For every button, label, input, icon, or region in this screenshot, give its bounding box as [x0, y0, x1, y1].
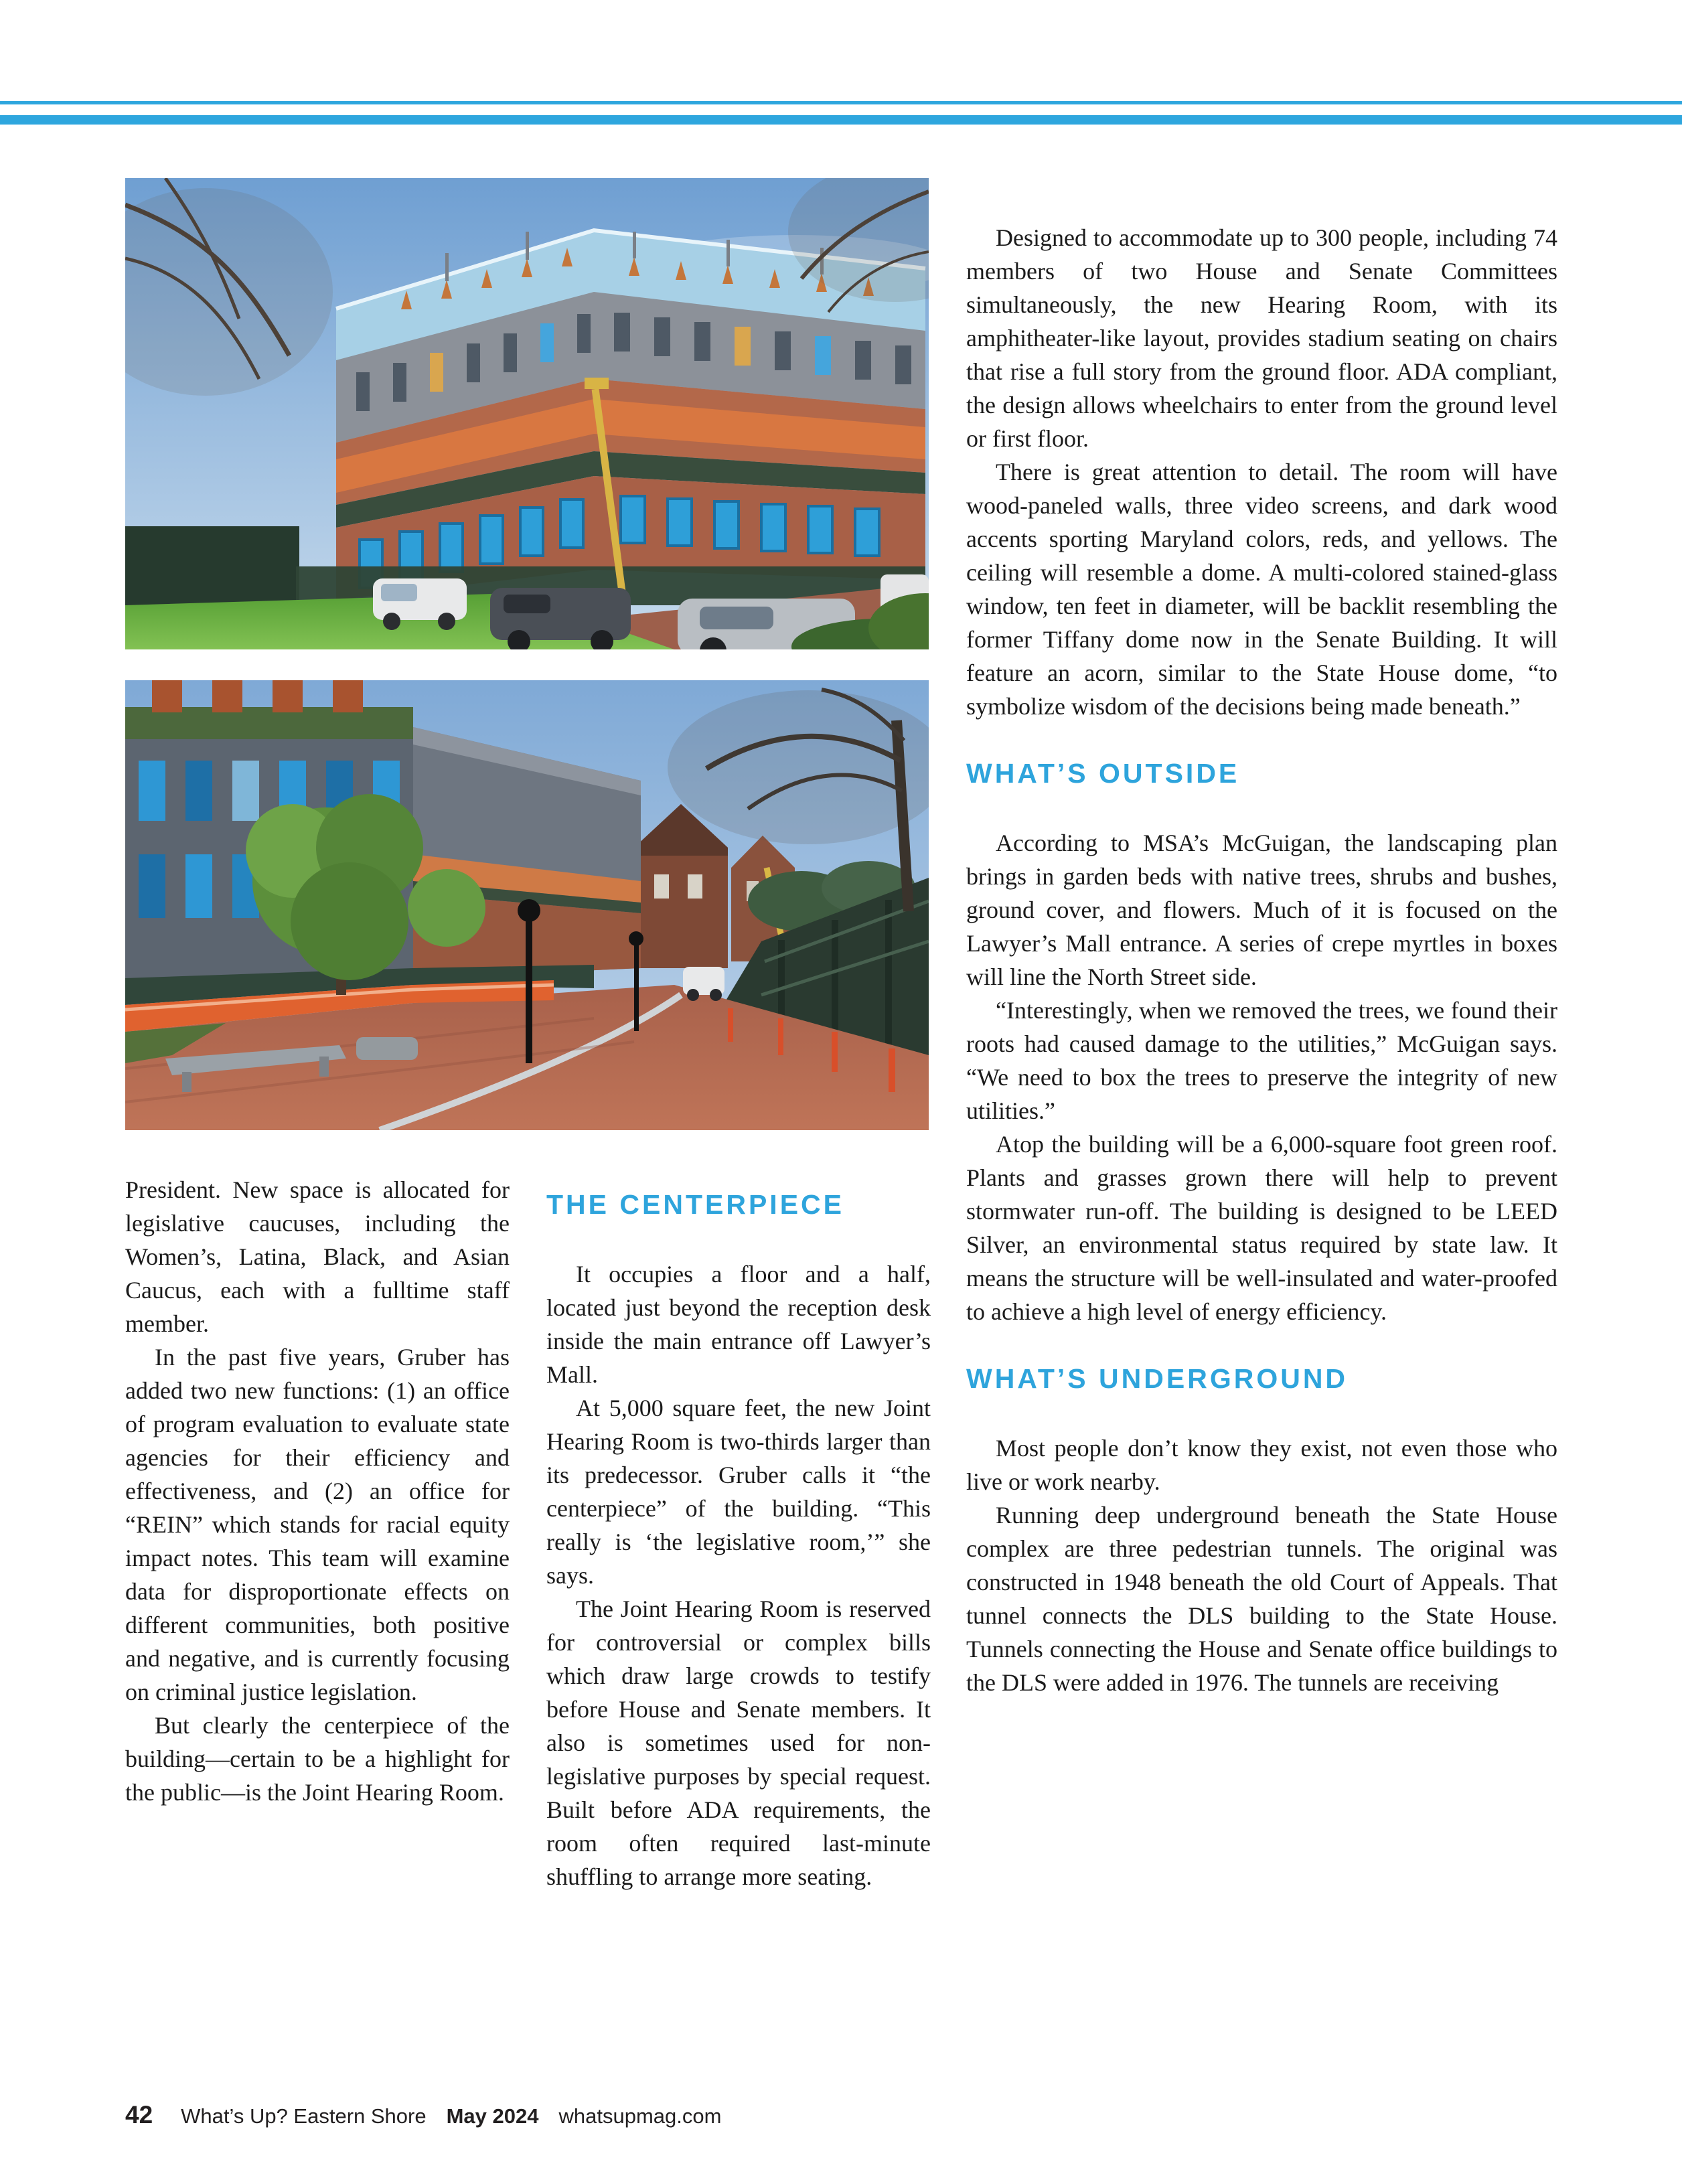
paragraph: It occupies a floor and a half, located just beyond the reception desk inside the main entrance off Lawyer’s Mall. [546, 1261, 931, 1388]
paragraph: Most people don’t know they exist, not even those who live or work nearby. [966, 1435, 1557, 1495]
paragraph: The Joint Hearing Room is reserved for controversial or complex bills which draw large crowds to testify before House and Senate members. It also is sometimes used for non-legislative purposes by special request. Built before ADA requirements, the room often required last-minute shuffling to arrange more seating. [546, 1595, 931, 1890]
paragraph: Running deep underground beneath the State House complex are three pedestrian tunnels. The original was constructed in 1948 beneath the old Court of Appeals. That tunnel connects the DLS building to the State House. Tunnels connecting the House and Senate office buildings to the DLS were added in 1976. The tunnels are receiving [966, 1502, 1557, 1696]
section-heading-whats-outside: WHAT’S OUTSIDE [966, 758, 1240, 789]
paragraph: President. New space is allocated for legislative caucuses, including the Women’s, Latina, Black, and Asian Caucus, each with a fulltime staff member. [125, 1176, 510, 1337]
magazine-name: What’s Up? Eastern Shore [181, 2104, 427, 2128]
photo-streetscape-art [125, 680, 929, 1130]
top-rule-thin [0, 101, 1682, 104]
photo-construction-exterior [125, 178, 929, 649]
paragraph: There is great attention to detail. The room will have wood-paneled walls, three video screens, and dark wood accents sporting Maryland colors, reds, and yellows. The ceiling will resemble a dome. A multi-colored stained-glass window, ten feet in diameter, will be backlit resembling the former Tiffany dome now in the Senate Building. It will feature an acorn, similar to the State House dome, “to symbolize wisdom of the decisions being made beneath.” [966, 459, 1557, 720]
page-footer [125, 2101, 1558, 2129]
issue-date: May 2024 [446, 2104, 539, 2128]
paragraph: “Interestingly, when we removed the trees, we found their roots had caused damage to the utilities,” McGuigan says. “We need to box the trees to preserve the integrity of new utilities.” [966, 997, 1557, 1124]
right-column [966, 221, 1557, 1699]
paragraph: According to MSA’s McGuigan, the landscaping plan brings in garden beds with native trees, shrubs and bushes, ground cover, and flowers. Much of it is focused on the Lawyer’s Mall entrance. A series of crepe myrtles in boxes will line the North Street side. [966, 830, 1557, 990]
middle-column [546, 1173, 931, 1893]
paragraph: But clearly the centerpiece of the building—certain to be a highlight for the public—is the Joint Hearing Room. [125, 1712, 510, 1806]
section-heading-the-centerpiece: THE CENTERPIECE [546, 1189, 844, 1220]
photo-streetscape [125, 680, 929, 1130]
photo-construction-exterior-art [125, 178, 929, 649]
paragraph: Designed to accommodate up to 300 people, including 74 members of two House and Senate Committees simultaneously, the new Hearing Room, with its amphitheater-like layout, provides stadium seating on chairs that rise a full story from the ground floor. ADA compliant, the design allows wheelchairs to enter from the ground level or first floor. [966, 224, 1557, 452]
section-heading-whats-underground: WHAT’S UNDERGROUND [966, 1363, 1349, 1394]
left-column [125, 1173, 510, 1809]
paragraph: In the past five years, Gruber has added two new functions: (1) an office of program evaluation to evaluate state agencies for their efficiency and effectiveness, and (2) an office for “REIN” which stands for racial equity impact notes. This team will examine data for disproportionate effects on different communities, both positive and negative, and is currently focusing on criminal justice legislation. [125, 1344, 510, 1705]
paragraph: Atop the building will be a 6,000-square foot green roof. Plants and grasses grown there will help to prevent stormwater run-off. The building is designed to be LEED Silver, an environmental status required by state law. It means the structure will be well-insulated and water-proofed to achieve a high level of energy efficiency. [966, 1131, 1557, 1325]
paragraph: At 5,000 square feet, the new Joint Hearing Room is two-thirds larger than its predecessor. Gruber calls it “the centerpiece” of the building. “This really is ‘the legislative room,’” she says. [546, 1395, 931, 1589]
page-number: 42 [125, 2101, 153, 2128]
website: whatsupmag.com [558, 2104, 722, 2128]
top-rule-thick [0, 115, 1682, 125]
